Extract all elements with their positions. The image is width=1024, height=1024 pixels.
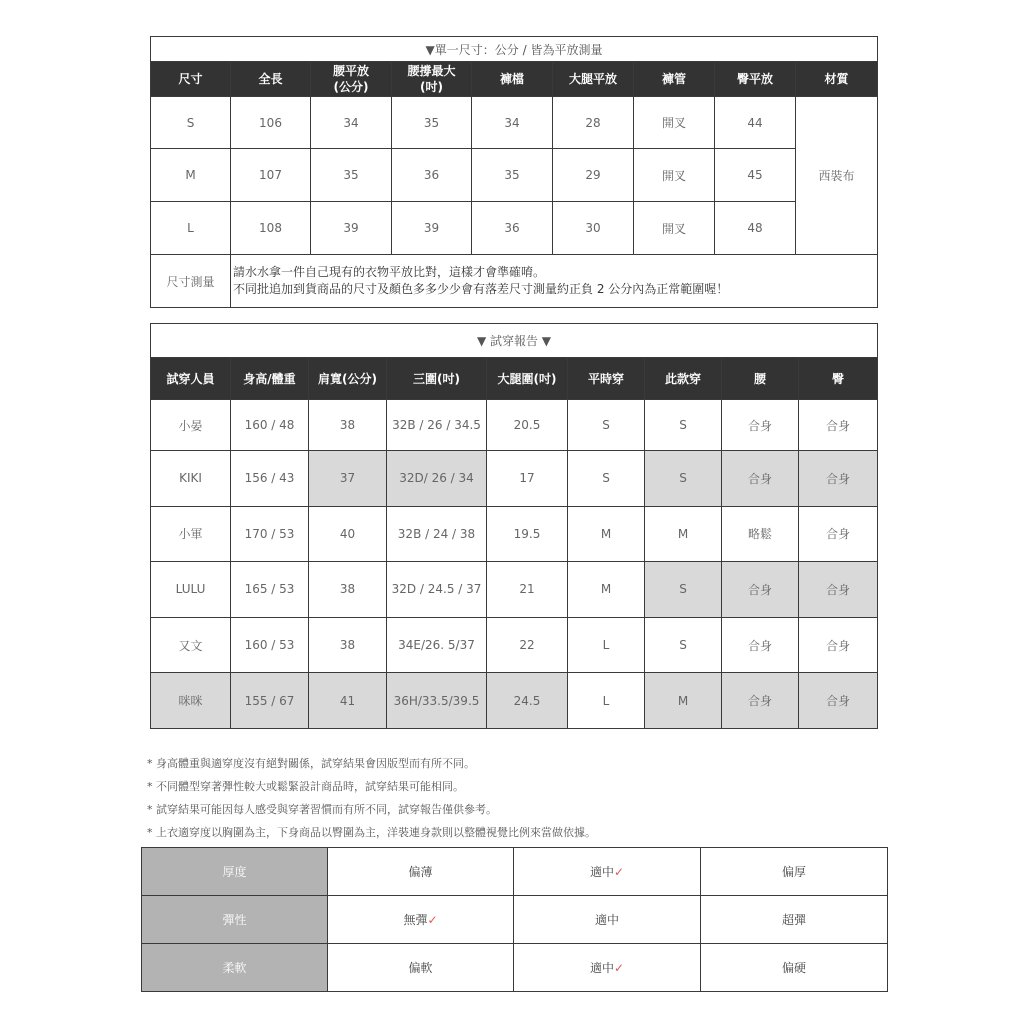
fit-report-cell: 19.5	[487, 506, 568, 562]
fit-note: * 不同體型穿著彈性較大或鬆緊設計商品時，試穿結果可能相同。	[147, 780, 464, 793]
fit-report-cell: 合身	[722, 451, 799, 507]
fit-report-cell: 38	[309, 400, 387, 451]
fit-report-cell: S	[645, 617, 722, 673]
fit-report-cell: 小晏	[151, 400, 231, 451]
size-cell: 開叉	[634, 202, 715, 255]
size-header: 臀平放	[715, 62, 796, 97]
fit-report-cell: 32D/ 26 / 34	[387, 451, 487, 507]
fit-report-cell: LULU	[151, 562, 231, 618]
size-cell: 45	[715, 149, 796, 202]
fit-report-cell: 155 / 67	[231, 673, 309, 729]
fabric-option-cell	[701, 896, 888, 944]
fit-report-cell: 合身	[799, 451, 878, 507]
fabric-property-row	[142, 944, 888, 992]
fit-report-cell: 160 / 53	[231, 617, 309, 673]
size-cell: 107	[231, 149, 311, 202]
fabric-option-cell	[328, 848, 514, 896]
fit-report-cell: 合身	[799, 673, 878, 729]
fabric-option-label: 適中	[594, 913, 619, 927]
fit-report-cell: 38	[309, 562, 387, 618]
fit-report-row	[151, 617, 878, 673]
fit-report-cell: 咪咪	[151, 673, 231, 729]
size-header: 全長	[231, 62, 311, 97]
fit-header: 腰	[722, 358, 799, 400]
fit-header: 試穿人員	[151, 358, 231, 400]
fit-report-cell: KIKI	[151, 451, 231, 507]
fit-report-cell: 20.5	[487, 400, 568, 451]
fit-report-row	[151, 673, 878, 729]
fit-report-cell: S	[568, 451, 645, 507]
fabric-option-label: 偏厚	[781, 865, 806, 879]
fit-report-cell: 合身	[799, 562, 878, 618]
size-cell: 34	[311, 97, 392, 149]
measure-note-line: 不同批追加到貨商品的尺寸及顏色多多少少會有落差尺寸測量約正負 2 公分內為正常範圍喔！	[233, 282, 729, 296]
fit-report-cell: 170 / 53	[231, 506, 309, 562]
fabric-property-label: 柔軟	[142, 944, 328, 992]
fit-report-cell: 21	[487, 562, 568, 618]
fabric-option-cell	[701, 944, 888, 992]
fabric-property-label: 厚度	[142, 848, 328, 896]
size-cell: 108	[231, 202, 311, 255]
fit-report-cell: S	[568, 400, 645, 451]
fit-report-body	[151, 400, 878, 729]
fit-report-cell: 36H/33.5/39.5	[387, 673, 487, 729]
size-header: 褲管	[634, 62, 715, 97]
measure-note-line: 請水水拿一件自己現有的衣物平放比對，這樣才會準確唷。	[233, 265, 546, 279]
fabric-option-cell	[328, 944, 514, 992]
fit-notes-list	[147, 752, 596, 844]
fit-header: 臀	[799, 358, 878, 400]
fabric-option-cell	[514, 896, 701, 944]
fabric-property-row	[142, 896, 888, 944]
fit-header: 三圍(吋)	[387, 358, 487, 400]
fabric-property-table	[141, 847, 888, 992]
fit-report-cell: S	[645, 562, 722, 618]
fabric-option-label: 超彈	[781, 913, 806, 927]
size-row	[151, 149, 878, 202]
fabric-option-label: 適中	[589, 961, 614, 975]
fabric-option-cell	[328, 896, 514, 944]
fit-report-cell: 又文	[151, 617, 231, 673]
size-header: 褲檔	[472, 62, 553, 97]
fit-report-cell: 合身	[722, 617, 799, 673]
fit-report-row	[151, 562, 878, 618]
size-header: 尺寸	[151, 62, 231, 97]
fit-report-cell: 156 / 43	[231, 451, 309, 507]
size-cell: 36	[472, 202, 553, 255]
material-cell: 西裝布	[796, 97, 878, 255]
size-chart-title: ▼單一尺寸：公分 / 皆為平放測量	[151, 37, 878, 62]
fabric-option-cell	[701, 848, 888, 896]
fabric-option-label: 無彈	[403, 913, 428, 927]
fit-report-row	[151, 451, 878, 507]
fit-report-cell: 32B / 26 / 34.5	[387, 400, 487, 451]
fit-report-cell: 24.5	[487, 673, 568, 729]
fit-report-cell: 合身	[722, 400, 799, 451]
fit-report-title: ▼ 試穿報告 ▼	[151, 324, 878, 358]
fabric-property-row	[142, 848, 888, 896]
fit-report-cell: 37	[309, 451, 387, 507]
size-header: 材質	[796, 62, 878, 97]
size-cell: 28	[553, 97, 634, 149]
checkmark-icon: ✓	[427, 913, 438, 927]
fit-report-cell: 165 / 53	[231, 562, 309, 618]
size-cell: 開叉	[634, 149, 715, 202]
fit-report-cell: 32B / 24 / 38	[387, 506, 487, 562]
measure-note	[231, 255, 878, 308]
fit-report-cell: 17	[487, 451, 568, 507]
checkmark-icon: ✓	[613, 865, 625, 879]
size-cell: 44	[715, 97, 796, 149]
fabric-option-cell	[514, 944, 701, 992]
fit-report-row	[151, 506, 878, 562]
fit-report-cell: L	[568, 673, 645, 729]
size-cell: 34	[472, 97, 553, 149]
size-cell: L	[151, 202, 231, 255]
size-cell: 35	[472, 149, 553, 202]
fit-report-cell: 合身	[799, 506, 878, 562]
size-header: 大腿平放	[553, 62, 634, 97]
measure-label: 尺寸測量	[151, 255, 231, 308]
size-cell: 開叉	[634, 97, 715, 149]
fit-report-cell: 合身	[799, 617, 878, 673]
size-cell: 29	[553, 149, 634, 202]
fit-report-cell: 34E/26. 5/37	[387, 617, 487, 673]
fit-report-row	[151, 400, 878, 451]
fit-report-cell: M	[568, 506, 645, 562]
fit-report-cell: 160 / 48	[231, 400, 309, 451]
fit-header: 大腿圍(吋)	[487, 358, 568, 400]
fit-header: 肩寬(公分)	[309, 358, 387, 400]
checkmark-icon: ✓	[613, 961, 625, 975]
fit-header: 此款穿	[645, 358, 722, 400]
fit-report-cell: S	[645, 451, 722, 507]
fit-note: * 試穿結果可能因每人感受與穿著習慣而有所不同，試穿報告僅供參考。	[147, 803, 497, 816]
fit-report-cell: 22	[487, 617, 568, 673]
fit-report-cell: 略鬆	[722, 506, 799, 562]
fit-report-table	[150, 323, 878, 729]
fit-note: * 身高體重與適穿度沒有絕對關係，試穿結果會因版型而有所不同。	[147, 757, 475, 770]
fit-report-cell: 合身	[722, 673, 799, 729]
size-header: 腰撐最大 (吋)	[392, 62, 472, 97]
size-cell: 35	[392, 97, 472, 149]
size-cell: 30	[553, 202, 634, 255]
fabric-option-label: 偏軟	[408, 961, 433, 975]
fabric-option-label: 偏薄	[408, 865, 433, 879]
size-cell: 39	[392, 202, 472, 255]
fit-report-cell: 40	[309, 506, 387, 562]
fabric-property-body	[142, 848, 888, 992]
fabric-option-label: 適中	[589, 865, 614, 879]
fit-report-cell: L	[568, 617, 645, 673]
size-header: 腰平放 (公分)	[311, 62, 392, 97]
fit-header: 平時穿	[568, 358, 645, 400]
fit-report-cell: M	[568, 562, 645, 618]
fit-report-cell: 32D / 24.5 / 37	[387, 562, 487, 618]
fit-report-cell: 小軍	[151, 506, 231, 562]
size-cell: 106	[231, 97, 311, 149]
fit-report-cell: 合身	[722, 562, 799, 618]
fabric-option-cell	[514, 848, 701, 896]
size-cell: 36	[392, 149, 472, 202]
size-chart-table	[150, 36, 878, 308]
size-cell: 39	[311, 202, 392, 255]
size-cell: S	[151, 97, 231, 149]
size-row	[151, 202, 878, 255]
fit-note: * 上衣適穿度以胸圍為主，下身商品以臀圍為主，洋裝連身款則以整體視覺比例來當做依據。	[147, 826, 596, 839]
fabric-option-label: 偏硬	[781, 961, 806, 975]
size-cell: M	[151, 149, 231, 202]
fit-report-cell: M	[645, 506, 722, 562]
fit-report-cell: S	[645, 400, 722, 451]
size-cell: 35	[311, 149, 392, 202]
fit-report-cell: 38	[309, 617, 387, 673]
fit-report-cell: M	[645, 673, 722, 729]
fit-header: 身高/體重	[231, 358, 309, 400]
size-row	[151, 97, 878, 149]
fit-report-cell: 合身	[799, 400, 878, 451]
fit-report-cell: 41	[309, 673, 387, 729]
fabric-property-label: 彈性	[142, 896, 328, 944]
size-cell: 48	[715, 202, 796, 255]
